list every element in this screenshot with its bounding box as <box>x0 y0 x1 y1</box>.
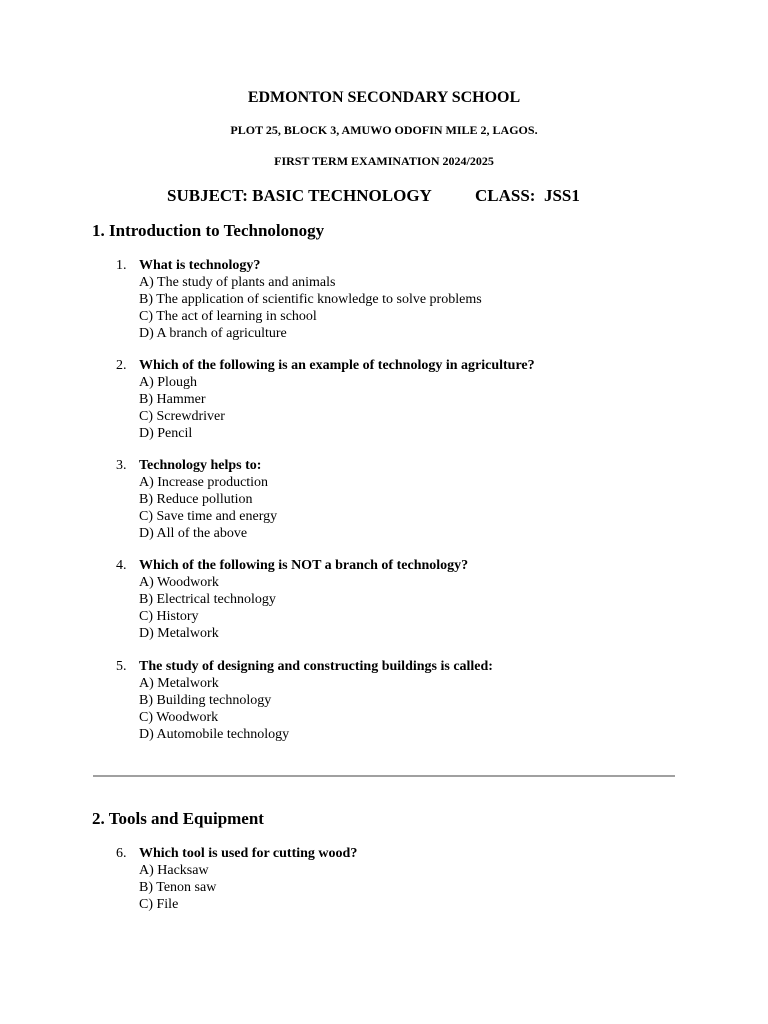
question-number: 1. <box>116 258 127 273</box>
answer-option: C) Woodwork <box>139 710 219 725</box>
answer-option: D) Automobile technology <box>139 727 290 742</box>
school-name: EDMONTON SECONDARY SCHOOL <box>247 89 521 106</box>
question-number: 2. <box>116 358 127 373</box>
answer-option: B) Tenon saw <box>139 880 217 895</box>
answer-option: D) All of the above <box>139 526 248 541</box>
answer-option: C) Save time and energy <box>139 509 278 524</box>
answer-option: A) Plough <box>139 375 197 390</box>
answer-option: C) The act of learning in school <box>139 309 317 324</box>
answer-option: C) Screwdriver <box>139 409 225 424</box>
answer-option: B) Building technology <box>139 693 272 708</box>
answer-option: B) Reduce pollution <box>139 492 253 507</box>
answer-option: C) File <box>139 897 179 912</box>
question-text: Which tool is used for cutting wood? <box>139 846 358 861</box>
class-label: CLASS: JSS1 <box>475 186 580 205</box>
question-item <box>116 357 535 442</box>
question-number: 4. <box>116 558 127 573</box>
answer-option: A) Hacksaw <box>139 863 209 878</box>
question-number: 5. <box>116 659 127 674</box>
answer-option: D) Metalwork <box>139 626 219 641</box>
question-text: Which of the following is an example of technology in agriculture? <box>139 358 535 373</box>
answer-option: A) Increase production <box>139 475 269 490</box>
subject-label: SUBJECT: BASIC TECHNOLOGY <box>167 186 432 205</box>
question-number: 3. <box>116 458 127 473</box>
question-item <box>116 845 357 913</box>
answer-option: A) Metalwork <box>139 676 219 691</box>
section-heading: 1. Introduction to Technolonogy <box>92 221 325 240</box>
answer-option: B) Electrical technology <box>139 592 276 607</box>
question-text: The study of designing and constructing buildings is called: <box>139 659 493 674</box>
answer-option: D) Pencil <box>139 426 193 441</box>
answer-option: A) Woodwork <box>139 575 219 590</box>
school-address: PLOT 25, BLOCK 3, AMUWO ODOFIN MILE 2, LAGOS. <box>230 123 538 137</box>
section-heading: 2. Tools and Equipment <box>92 809 264 828</box>
question-text: What is technology? <box>139 258 261 273</box>
section-divider <box>93 775 675 777</box>
answer-option: C) History <box>139 609 199 624</box>
question-text: Technology helps to: <box>139 458 262 473</box>
answer-option: A) The study of plants and animals <box>139 275 336 290</box>
question-text: Which of the following is NOT a branch of technology? <box>139 558 469 573</box>
question-item <box>116 257 482 342</box>
question-item <box>116 457 277 542</box>
question-item <box>116 658 493 743</box>
answer-option: B) The application of scientific knowledge to solve problems <box>139 292 482 307</box>
answer-option: B) Hammer <box>139 392 206 407</box>
answer-option: D) A branch of agriculture <box>139 326 287 341</box>
question-item <box>116 557 468 642</box>
question-number: 6. <box>116 846 127 861</box>
exam-title: FIRST TERM EXAMINATION 2024/2025 <box>274 154 494 168</box>
